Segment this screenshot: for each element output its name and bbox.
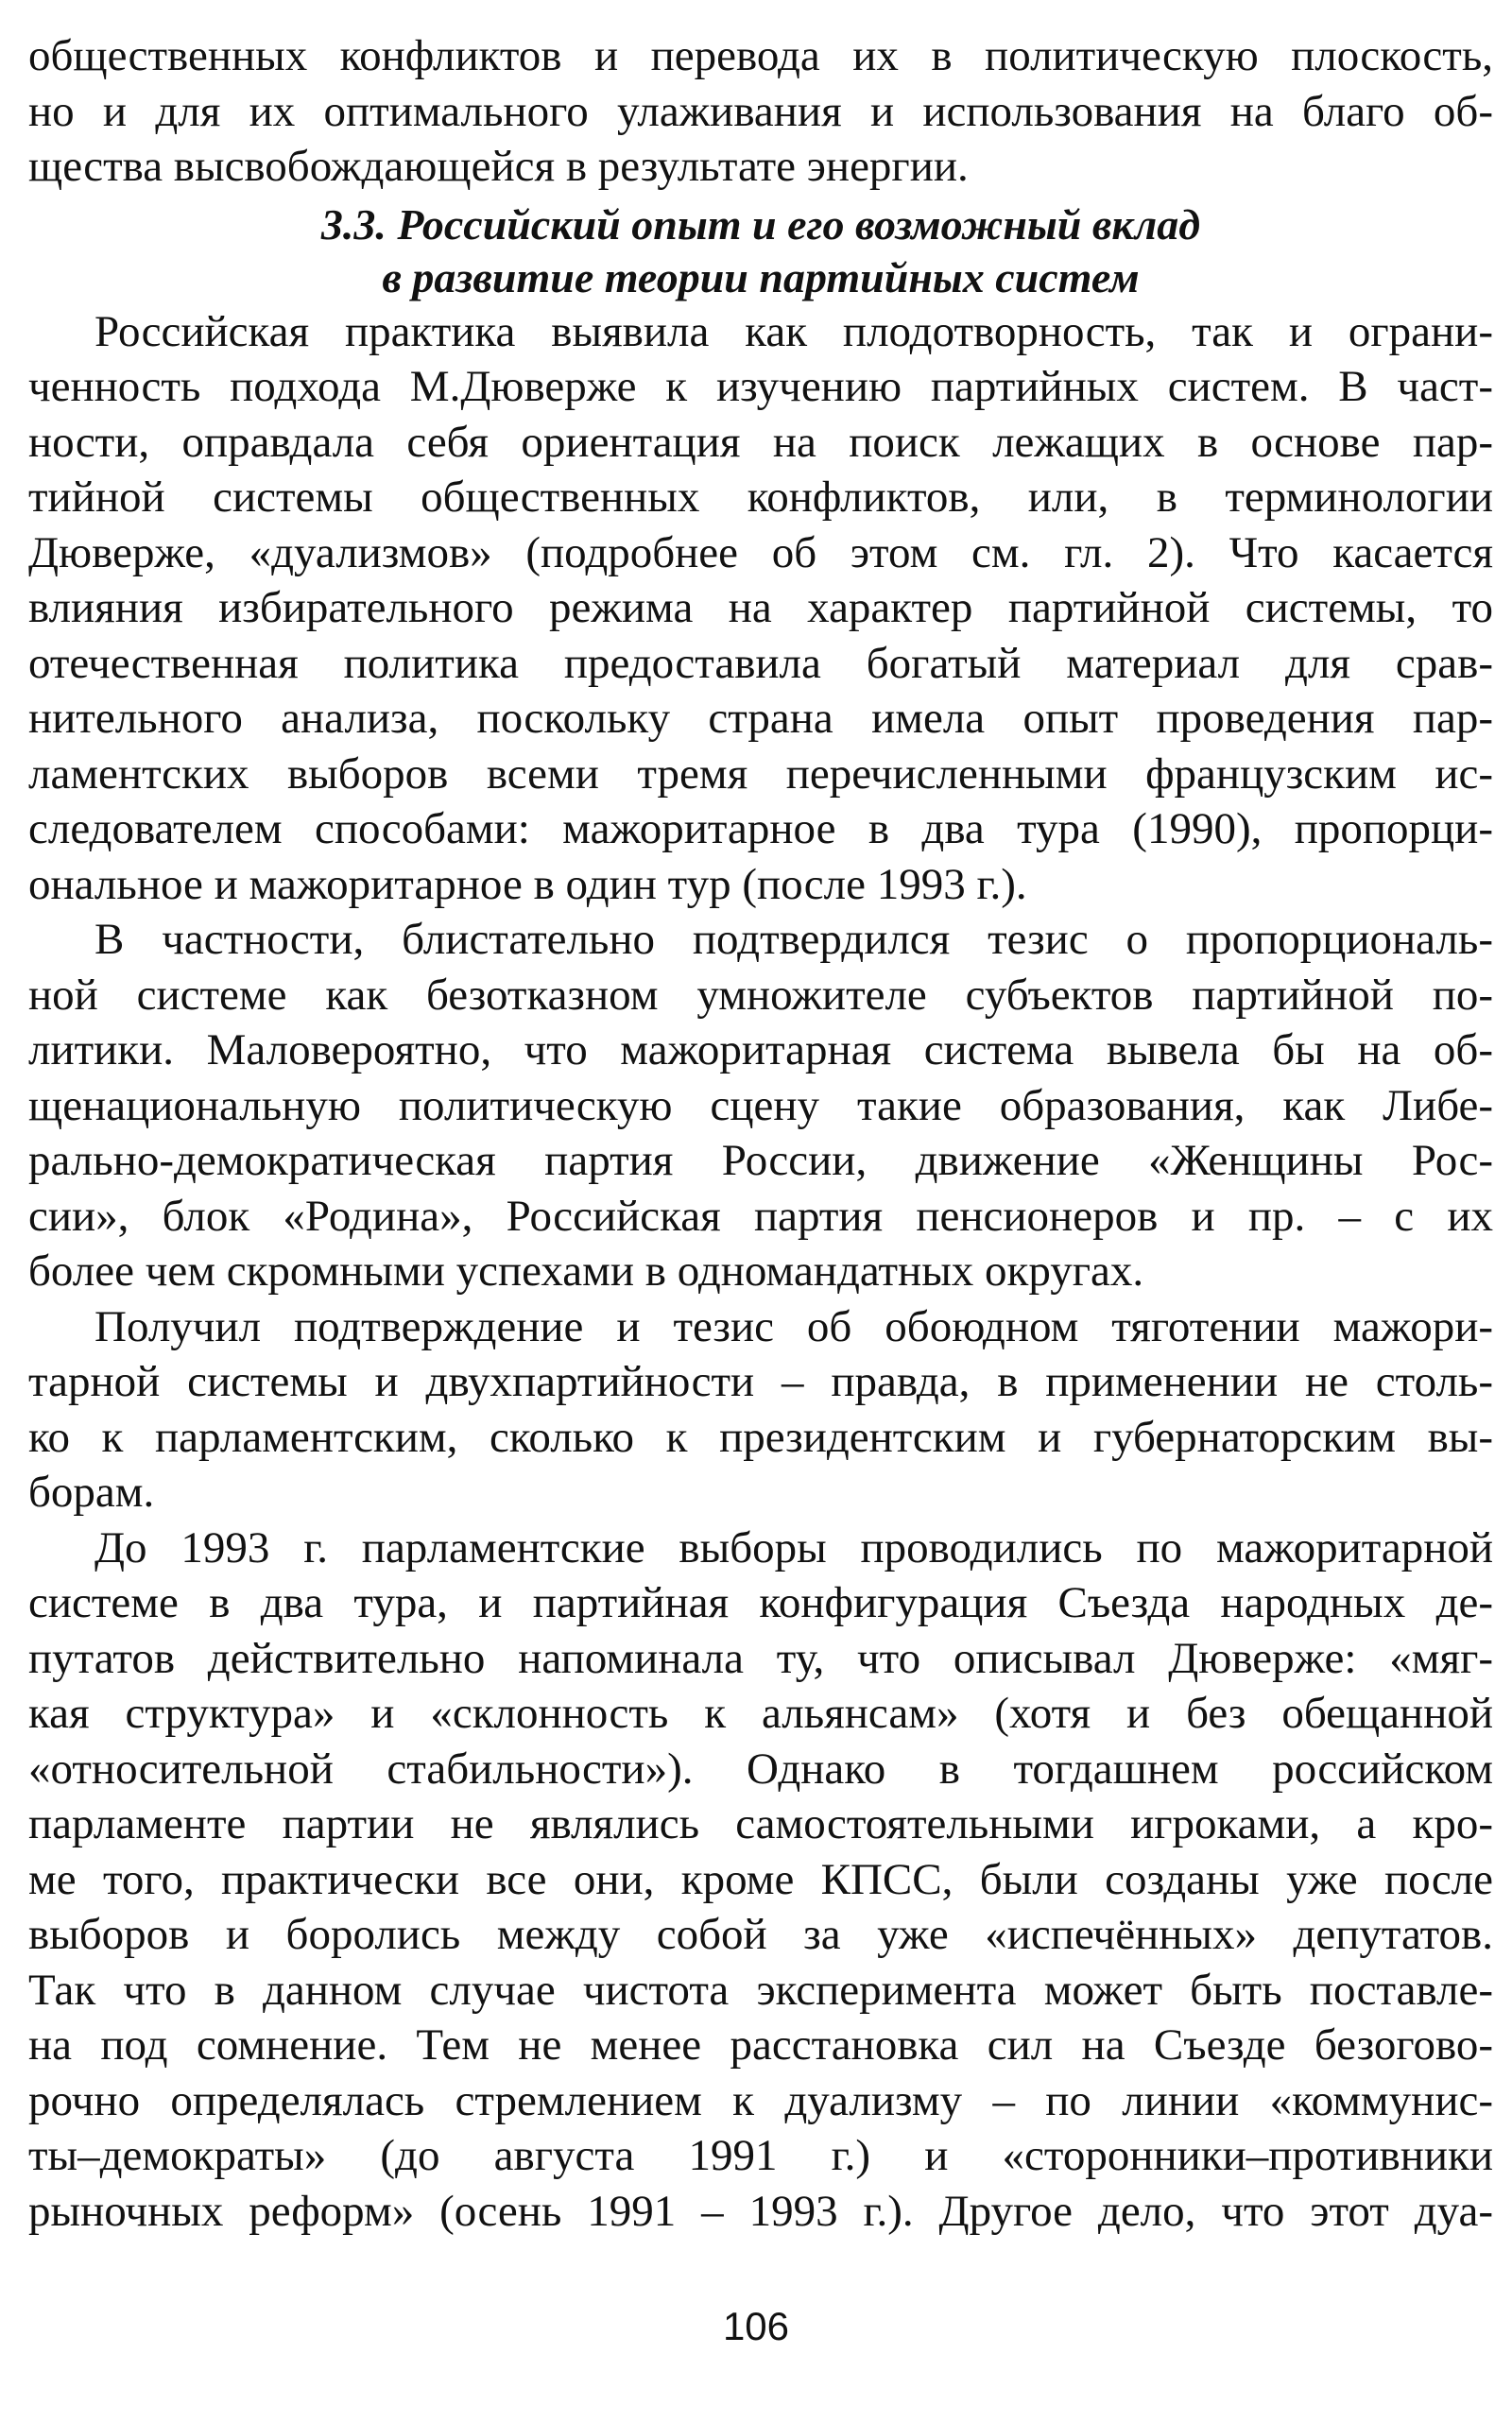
paragraph	[28, 304, 1493, 913]
text-line: тарной системы и двухпартийности – правда, в применении не столь-	[28, 1357, 1493, 1406]
paragraph	[28, 912, 1493, 1299]
text-line: литики. Маловероятно, что мажоритарная система вывела бы на об-	[28, 1025, 1493, 1074]
text-line: путатов действительно напоминала ту, что описывал Дюверже: «мяг-	[28, 1633, 1493, 1683]
text-line: Дюверже, «дуализмов» (подробнее об этом см. гл. 2). Что касается	[28, 527, 1493, 577]
text-line: До 1993 г. парламентские выборы проводились по мажоритарной	[94, 1522, 1493, 1572]
text-line: щества высвобождающейся в результате энергии.	[28, 142, 969, 191]
text-line: влияния избирательного режима на характер партийной системы, то	[28, 583, 1493, 632]
text-line: тийной системы общественных конфликтов, или, в терминологии	[28, 473, 1493, 522]
text-line: но и для их оптимального улаживания и использования на благо об-	[28, 86, 1493, 136]
heading-line: в развитие теории партийных систем	[382, 252, 1140, 301]
text-line: В частности, блистательно подтвердился тезис о пропорциональ-	[94, 915, 1493, 964]
text-line: рочно определялась стремлением к дуализму – по линии «коммунис-	[28, 2075, 1493, 2125]
text-line: выборов и боролись между собой за уже «испечённых» депутатов.	[28, 1910, 1493, 1959]
text-line: следователем способами: мажоритарное в два тура (1990), пропорци-	[28, 804, 1493, 853]
text-line: «относительной стабильности»). Однако в тогдашнем российском	[28, 1744, 1493, 1794]
text-line: ональное и мажоритарное в один тур (после 1993 г.).	[28, 859, 1027, 909]
text-line: общественных конфликтов и перевода их в политическую плоскость,	[28, 31, 1493, 80]
text-line: системе в два тура, и партийная конфигурация Съезда народных де-	[28, 1578, 1493, 1627]
text-line: ности, оправдала себя ориентация на поиск лежащих в основе пар-	[28, 417, 1493, 467]
section-heading	[28, 198, 1493, 304]
paragraph	[28, 1521, 1493, 2240]
text-line: щенациональную политическую сцену такие образования, как Либе-	[28, 1080, 1493, 1130]
text-line: ме того, практически все они, кроме КПСС, были созданы уже после	[28, 1854, 1493, 1904]
text-line: ты–демократы» (до августа 1991 г.) и «сторонники–противники	[28, 2131, 1493, 2180]
text-line: борам.	[28, 1468, 155, 1517]
text-line: Получил подтверждение и тезис об обоюдном тяготении мажори-	[94, 1301, 1493, 1351]
text-line: ламентских выборов всеми тремя перечисленными французским ис-	[28, 748, 1493, 799]
text-line: на под сомнение. Тем не менее расстановка сил на Съезде безогово-	[28, 2020, 1493, 2070]
heading-line: 3.3. Российский опыт и его возможный вклад	[320, 199, 1201, 249]
text-line: сии», блок «Родина», Российская партия пенсионеров и пр. – с их	[28, 1191, 1493, 1241]
text-line: ко к парламентским, сколько к президентским и губернаторским вы-	[28, 1412, 1493, 1462]
text-line: ной системе как безотказном умножителе субъектов партийной по-	[28, 970, 1493, 1020]
page-number: 106	[722, 2304, 790, 2348]
paragraph	[28, 1299, 1493, 1521]
text-line: Российская практика выявила как плодотворность, так и ограни-	[94, 306, 1493, 356]
text-line: Так что в данном случае чистота эксперимента может быть поставле-	[28, 1965, 1493, 2015]
text-line: нительного анализа, поскольку страна имела опыт проведения пар-	[28, 694, 1493, 743]
page-text	[28, 28, 1493, 2239]
intro-paragraph	[28, 28, 1493, 195]
text-line: парламенте партии не являлись самостоятельными игроками, а кро-	[28, 1799, 1493, 1848]
text-line: отечественная политика предоставила богатый материал для срав-	[28, 638, 1493, 688]
text-line: рыночных реформ» (осень 1991 – 1993 г.). Другое дело, что этот дуа-	[28, 2186, 1493, 2236]
text-line: кая структура» и «склонность к альянсам» (хотя и без обещанной	[28, 1689, 1493, 1738]
text-line: более чем скромными успехами в одномандатных округах.	[28, 1246, 1144, 1296]
text-line: рально-демократическая партия России, движение «Женщины Рос-	[28, 1136, 1493, 1185]
text-line: ченность подхода М.Дюверже к изучению партийных систем. В част-	[28, 362, 1493, 411]
